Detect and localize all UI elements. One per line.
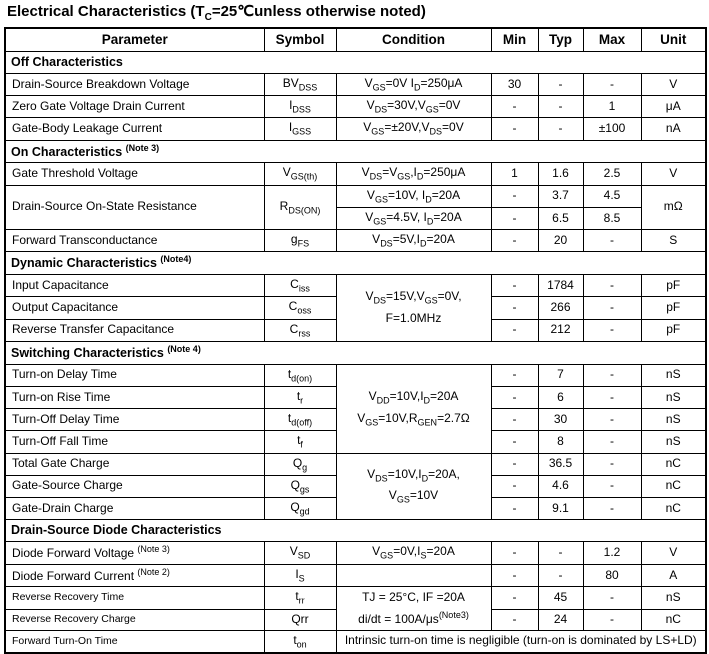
- cell-min: -: [491, 230, 538, 252]
- cell-max: 2.5: [583, 163, 641, 185]
- table-row: [5, 230, 706, 252]
- table-body: [5, 52, 706, 653]
- cell-parameter: Diode Forward Current $^{(Note 2)}$: [5, 564, 264, 587]
- cell-condition: $V_{GS}=\pm 20V,V_{DS}=0V$: [336, 118, 491, 140]
- cell-typ: 36.5: [538, 453, 583, 475]
- cell-unit: A: [641, 564, 706, 587]
- cell-condition: $V_{DS}=5V,I_D=20A$: [336, 230, 491, 252]
- cell-min: -: [491, 609, 538, 630]
- cell-max: -: [583, 230, 641, 252]
- cell-unit: pF: [641, 275, 706, 297]
- section-row: [5, 341, 706, 364]
- cell-unit: nS: [641, 364, 706, 386]
- cell-max: -: [583, 364, 641, 386]
- section-off-characteristics: Off Characteristics: [5, 52, 706, 74]
- section-row: [5, 520, 706, 542]
- table-row: [5, 96, 706, 118]
- section-drain-source-diode-characteristics: Drain-Source Diode Characteristics: [5, 520, 706, 542]
- cell-unit: nC: [641, 453, 706, 475]
- column-header-typ: Typ: [538, 28, 583, 52]
- header-row: [5, 28, 706, 52]
- cell-parameter: Gate-Source Charge: [5, 475, 264, 497]
- cell-typ: 3.7: [538, 185, 583, 207]
- table-row: [5, 364, 706, 386]
- cell-symbol: $I_{GSS}$: [264, 118, 336, 140]
- cell-symbol: $C_{rss}$: [264, 319, 336, 341]
- cell-min: -: [491, 297, 538, 319]
- section-row: [5, 252, 706, 275]
- cell-condition: $V_{DS}=10V,I_D=20A$, $V_{GS}=10V$: [336, 453, 491, 520]
- cell-condition: $V_{GS}=4.5V$, $I_D=20A$: [336, 207, 491, 229]
- cell-typ: -: [538, 541, 583, 564]
- cell-unit: nS: [641, 431, 706, 453]
- cell-condition: $V_{GS}=10V$, $I_D=20A$: [336, 185, 491, 207]
- cell-max: -: [583, 587, 641, 609]
- cell-typ: 20: [538, 230, 583, 252]
- cell-max: 1: [583, 96, 641, 118]
- cell-max: -: [583, 431, 641, 453]
- cell-max: -: [583, 453, 641, 475]
- cell-typ: 6.5: [538, 207, 583, 229]
- section-row: [5, 140, 706, 163]
- cell-symbol: $V_{GS(th)}$: [264, 163, 336, 185]
- cell-min: -: [491, 453, 538, 475]
- cell-symbol: $Q_{gd}$: [264, 497, 336, 519]
- cell-min: -: [491, 96, 538, 118]
- cell-condition: [336, 564, 491, 587]
- cell-min: -: [491, 185, 538, 207]
- cell-typ: 266: [538, 297, 583, 319]
- cell-typ: 9.1: [538, 497, 583, 519]
- cell-condition: Intrinsic turn-on time is negligible (turn-on is dominated by LS+LD): [336, 630, 706, 653]
- cell-min: -: [491, 564, 538, 587]
- cell-symbol: $t_{d(off)}$: [264, 409, 336, 431]
- cell-max: 1.2: [583, 541, 641, 564]
- cell-min: -: [491, 497, 538, 519]
- cell-symbol: $t_r$: [264, 386, 336, 408]
- cell-unit: mΩ: [641, 185, 706, 229]
- cell-condition: $V_{GS}=0V,I_S=20A$: [336, 541, 491, 564]
- cell-parameter: Drain-Source On-State Resistance: [5, 185, 264, 229]
- column-header-symbol: Symbol: [264, 28, 336, 52]
- section-on-characteristics: On Characteristics $^{(Note 3)}$: [5, 140, 706, 163]
- cell-symbol: $t_f$: [264, 431, 336, 453]
- cell-typ: 212: [538, 319, 583, 341]
- cell-parameter: Reverse Recovery Charge: [5, 609, 264, 630]
- cell-min: -: [491, 275, 538, 297]
- cell-symbol: $C_{iss}$: [264, 275, 336, 297]
- cell-max: -: [583, 609, 641, 630]
- cell-condition: $V_{DS}=30V,V_{GS}=0V$: [336, 96, 491, 118]
- cell-parameter: Drain-Source Breakdown Voltage: [5, 73, 264, 95]
- cell-unit: S: [641, 230, 706, 252]
- cell-unit: nC: [641, 609, 706, 630]
- cell-max: ±100: [583, 118, 641, 140]
- table-row: [5, 587, 706, 609]
- cell-max: -: [583, 409, 641, 431]
- cell-parameter: Gate Threshold Voltage: [5, 163, 264, 185]
- cell-unit: nC: [641, 497, 706, 519]
- cell-unit: nS: [641, 386, 706, 408]
- cell-symbol: $C_{oss}$: [264, 297, 336, 319]
- cell-typ: 45: [538, 587, 583, 609]
- cell-min: -: [491, 386, 538, 408]
- cell-max: -: [583, 475, 641, 497]
- cell-symbol: $t_{rr}$: [264, 587, 336, 609]
- cell-min: -: [491, 364, 538, 386]
- cell-typ: 1.6: [538, 163, 583, 185]
- section-row: [5, 52, 706, 74]
- cell-symbol: $I_{DSS}$: [264, 96, 336, 118]
- cell-parameter: Gate-Body Leakage Current: [5, 118, 264, 140]
- cell-parameter: Forward Transconductance: [5, 230, 264, 252]
- section-switching-characteristics: Switching Characteristics $^{(Note 4)}$: [5, 341, 706, 364]
- cell-typ: 1784: [538, 275, 583, 297]
- page-title: Electrical Characteristics ($T_C=25℃unless$ otherwise noted): [7, 3, 426, 23]
- cell-min: -: [491, 431, 538, 453]
- cell-symbol: $I_S$: [264, 564, 336, 587]
- cell-typ: 4.6: [538, 475, 583, 497]
- cell-typ: 30: [538, 409, 583, 431]
- cell-typ: 7: [538, 364, 583, 386]
- table-row: [5, 163, 706, 185]
- cell-condition: $V_{DS}=V_{GS},I_D=250\mu A$: [336, 163, 491, 185]
- cell-parameter: Turn-on Rise Time: [5, 386, 264, 408]
- cell-parameter: Total Gate Charge: [5, 453, 264, 475]
- cell-unit: nS: [641, 409, 706, 431]
- cell-condition: $V_{DD}=10V,I_D=20A$ $V_{GS}=10V,R_{GEN}=2.7\Omega$: [336, 364, 491, 453]
- cell-max: -: [583, 275, 641, 297]
- column-header-condition: Condition: [336, 28, 491, 52]
- cell-unit: V: [641, 73, 706, 95]
- cell-min: 1: [491, 163, 538, 185]
- cell-symbol: $BV_{DSS}$: [264, 73, 336, 95]
- cell-max: -: [583, 73, 641, 95]
- table-row: [5, 185, 706, 207]
- cell-symbol: $Q_g$: [264, 453, 336, 475]
- table-row: [5, 118, 706, 140]
- cell-unit: μA: [641, 96, 706, 118]
- cell-max: 4.5: [583, 185, 641, 207]
- cell-parameter: Input Capacitance: [5, 275, 264, 297]
- cell-symbol: $g_{FS}$: [264, 230, 336, 252]
- section-dynamic-characteristics: Dynamic Characteristics $^{(Note4)}$: [5, 252, 706, 275]
- cell-unit: nS: [641, 587, 706, 609]
- column-header-unit: Unit: [641, 28, 706, 52]
- cell-condition: TJ = 25°C, IF =20A $di/dt = 100A/\mu s^{(Note3)}$: [336, 587, 491, 630]
- table-row: [5, 564, 706, 587]
- cell-unit: V: [641, 541, 706, 564]
- cell-min: -: [491, 475, 538, 497]
- cell-symbol: $Q_{gs}$: [264, 475, 336, 497]
- cell-min: 30: [491, 73, 538, 95]
- cell-parameter: Zero Gate Voltage Drain Current: [5, 96, 264, 118]
- cell-symbol: $R_{DS(ON)}$: [264, 185, 336, 229]
- cell-typ: 6: [538, 386, 583, 408]
- cell-max: -: [583, 297, 641, 319]
- cell-parameter: Reverse Transfer Capacitance: [5, 319, 264, 341]
- cell-parameter: Forward Turn-On Time: [5, 630, 264, 653]
- cell-max: 8.5: [583, 207, 641, 229]
- cell-unit: nA: [641, 118, 706, 140]
- cell-typ: 24: [538, 609, 583, 630]
- cell-min: -: [491, 409, 538, 431]
- cell-symbol: Qrr: [264, 609, 336, 630]
- cell-min: -: [491, 587, 538, 609]
- cell-parameter: Turn-on Delay Time: [5, 364, 264, 386]
- column-header-min: Min: [491, 28, 538, 52]
- cell-typ: -: [538, 73, 583, 95]
- table-header: [5, 28, 706, 52]
- cell-symbol: $t_{d(on)}$: [264, 364, 336, 386]
- electrical-characteristics-table: [4, 27, 707, 654]
- cell-parameter: Diode Forward Voltage $^{(Note 3)}$: [5, 541, 264, 564]
- cell-typ: -: [538, 118, 583, 140]
- table-row: [5, 73, 706, 95]
- cell-unit: pF: [641, 319, 706, 341]
- cell-parameter: Turn-Off Fall Time: [5, 431, 264, 453]
- table-row: [5, 453, 706, 475]
- table-row: [5, 630, 706, 653]
- cell-condition: $V_{GS}=0V$ $I_D=250\mu A$: [336, 73, 491, 95]
- cell-max: -: [583, 497, 641, 519]
- cell-parameter: Turn-Off Delay Time: [5, 409, 264, 431]
- table-row: [5, 541, 706, 564]
- cell-max: -: [583, 319, 641, 341]
- cell-max: 80: [583, 564, 641, 587]
- cell-unit: pF: [641, 297, 706, 319]
- cell-min: -: [491, 118, 538, 140]
- cell-min: -: [491, 319, 538, 341]
- cell-parameter: Output Capacitance: [5, 297, 264, 319]
- cell-typ: 8: [538, 431, 583, 453]
- cell-max: -: [583, 386, 641, 408]
- column-header-max: Max: [583, 28, 641, 52]
- cell-min: -: [491, 207, 538, 229]
- table-row: [5, 275, 706, 297]
- cell-symbol: $t_{on}$: [264, 630, 336, 653]
- cell-symbol: $V_{SD}$: [264, 541, 336, 564]
- cell-parameter: Gate-Drain Charge: [5, 497, 264, 519]
- datasheet-page: [0, 2, 709, 654]
- cell-unit: V: [641, 163, 706, 185]
- cell-typ: -: [538, 96, 583, 118]
- cell-parameter: Reverse Recovery Time: [5, 587, 264, 609]
- cell-condition: $V_{DS}=15V,V_{GS}=0V$, F=1.0MHz: [336, 275, 491, 342]
- cell-unit: nC: [641, 475, 706, 497]
- cell-typ: -: [538, 564, 583, 587]
- cell-min: -: [491, 541, 538, 564]
- column-header-parameter: Parameter: [5, 28, 264, 52]
